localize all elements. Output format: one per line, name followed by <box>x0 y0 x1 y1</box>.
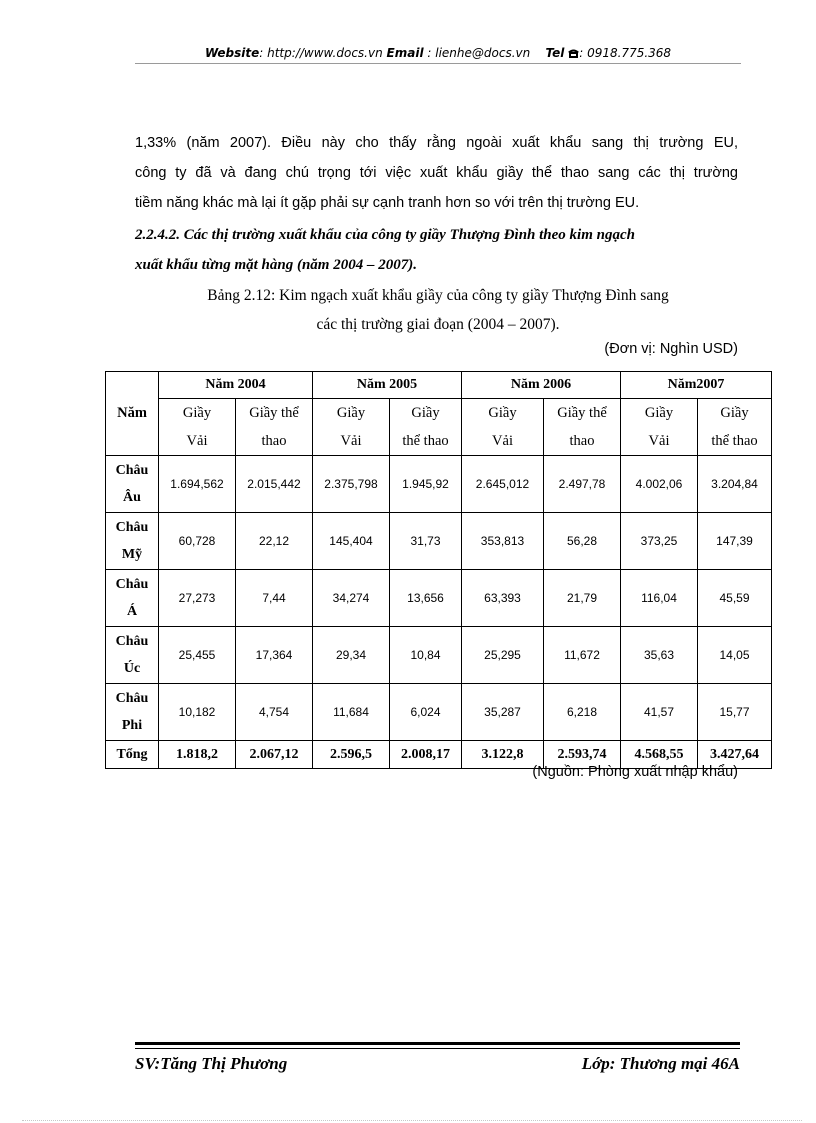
region-cell: Châu Mỹ <box>106 513 159 570</box>
caption-line: Bảng 2.12: Kim ngạch xuất khẩu giầy của công ty giầy Thượng Đình sang <box>207 287 669 304</box>
region-cell: Châu Á <box>106 570 159 627</box>
value-cell: 56,28 <box>544 513 621 570</box>
value-cell: 22,12 <box>236 513 313 570</box>
region-cell: Châu Phi <box>106 684 159 741</box>
website-value: : http://www.docs.vn <box>259 46 383 60</box>
region-cell: Châu Úc <box>106 627 159 684</box>
value-cell: 11,684 <box>313 684 390 741</box>
value-cell: 2.645,012 <box>462 456 544 513</box>
year-header: Năm 2005 <box>313 372 462 399</box>
table-row <box>106 513 772 570</box>
value-cell: 27,273 <box>159 570 236 627</box>
email-label: Email <box>386 46 424 60</box>
value-cell: 373,25 <box>621 513 698 570</box>
value-cell: 1.694,562 <box>159 456 236 513</box>
product-header: Giầy Vải <box>159 399 236 456</box>
product-header: Giầy Vải <box>462 399 544 456</box>
tel-label: Tel <box>545 46 565 60</box>
region-cell: Châu Âu <box>106 456 159 513</box>
product-header: Giầy Vải <box>621 399 698 456</box>
website-label: Website <box>204 46 260 60</box>
product-header: Giầy Vải <box>313 399 390 456</box>
row-header: Năm <box>106 372 159 456</box>
export-table <box>105 371 772 769</box>
value-cell: 2.375,798 <box>313 456 390 513</box>
value-cell: 4.002,06 <box>621 456 698 513</box>
total-cell: 3.427,64 <box>698 741 772 769</box>
value-cell: 63,393 <box>462 570 544 627</box>
footer-divider <box>135 1042 740 1049</box>
total-cell: 1.818,2 <box>159 741 236 769</box>
product-header: Giầy thể thao <box>236 399 313 456</box>
value-cell: 353,813 <box>462 513 544 570</box>
page-header <box>135 46 741 64</box>
value-cell: 14,05 <box>698 627 772 684</box>
product-header: Giầy thể thao <box>390 399 462 456</box>
total-cell: 2.593,74 <box>544 741 621 769</box>
caption-line: các thị trường giai đoạn (2004 – 2007). <box>316 316 560 333</box>
value-cell: 6,218 <box>544 684 621 741</box>
paragraph-line: tiềm năng khác mà lại ít gặp phải sự cạnh tranh hơn so với trên thị trường EU. <box>135 195 640 211</box>
total-cell: 3.122,8 <box>462 741 544 769</box>
value-cell: 1.945,92 <box>390 456 462 513</box>
value-cell: 7,44 <box>236 570 313 627</box>
year-header: Năm2007 <box>621 372 772 399</box>
value-cell: 25,455 <box>159 627 236 684</box>
section-heading-line: 2.2.4.2. Các thị trường xuất khẩu của công ty giầy Thượng Đình theo kim ngạch <box>135 227 635 243</box>
source-note: (Nguồn: Phòng xuất nhập khẩu) <box>532 764 738 780</box>
total-cell: 2.596,5 <box>313 741 390 769</box>
value-cell: 116,04 <box>621 570 698 627</box>
value-cell: 6,024 <box>390 684 462 741</box>
value-cell: 2.497,78 <box>544 456 621 513</box>
value-cell: 35,63 <box>621 627 698 684</box>
value-cell: 2.015,442 <box>236 456 313 513</box>
table-caption <box>108 281 768 339</box>
product-header: Giầy thể thao <box>544 399 621 456</box>
value-cell: 35,287 <box>462 684 544 741</box>
body-paragraph <box>135 128 738 218</box>
value-cell: 10,84 <box>390 627 462 684</box>
paragraph-line: 1,33% (năm 2007). Điều này cho thấy rằng ngoài xuất khẩu sang thị trường EU, <box>135 135 738 151</box>
value-cell: 4,754 <box>236 684 313 741</box>
phone-icon <box>568 46 579 60</box>
value-cell: 34,274 <box>313 570 390 627</box>
value-cell: 15,77 <box>698 684 772 741</box>
value-cell: 10,182 <box>159 684 236 741</box>
value-cell: 3.204,84 <box>698 456 772 513</box>
table-row <box>106 456 772 513</box>
value-cell: 25,295 <box>462 627 544 684</box>
total-cell: 4.568,55 <box>621 741 698 769</box>
unit-note: (Đơn vị: Nghìn USD) <box>604 341 738 357</box>
total-cell: 2.008,17 <box>390 741 462 769</box>
section-heading-line: xuất khẩu từng mặt hàng (năm 2004 – 2007). <box>135 257 417 273</box>
value-cell: 13,656 <box>390 570 462 627</box>
paragraph-line: công ty đã và đang chú trọng tới việc xuất khẩu giầy thể thao sang các thị trường <box>135 165 738 181</box>
page-footer <box>135 1054 740 1074</box>
value-cell: 11,672 <box>544 627 621 684</box>
value-cell: 45,59 <box>698 570 772 627</box>
value-cell: 147,39 <box>698 513 772 570</box>
class-name: Lớp: Thương mại 46A <box>581 1054 740 1073</box>
total-label: Tổng <box>106 741 159 769</box>
year-header: Năm 2004 <box>159 372 313 399</box>
value-cell: 145,404 <box>313 513 390 570</box>
total-cell: 2.067,12 <box>236 741 313 769</box>
page-bottom-dotted-line <box>22 1120 802 1121</box>
value-cell: 41,57 <box>621 684 698 741</box>
table-row <box>106 684 772 741</box>
value-cell: 21,79 <box>544 570 621 627</box>
value-cell: 29,34 <box>313 627 390 684</box>
value-cell: 60,728 <box>159 513 236 570</box>
value-cell: 17,364 <box>236 627 313 684</box>
year-header: Năm 2006 <box>462 372 621 399</box>
value-cell: 31,73 <box>390 513 462 570</box>
email-value: : lienhe@docs.vn <box>423 46 531 60</box>
section-heading <box>135 220 740 280</box>
product-header: Giầy thể thao <box>698 399 772 456</box>
tel-value: : 0918.775.368 <box>579 46 672 60</box>
table-row <box>106 627 772 684</box>
student-name: SV:Tăng Thị Phương <box>135 1054 288 1073</box>
table-row <box>106 570 772 627</box>
